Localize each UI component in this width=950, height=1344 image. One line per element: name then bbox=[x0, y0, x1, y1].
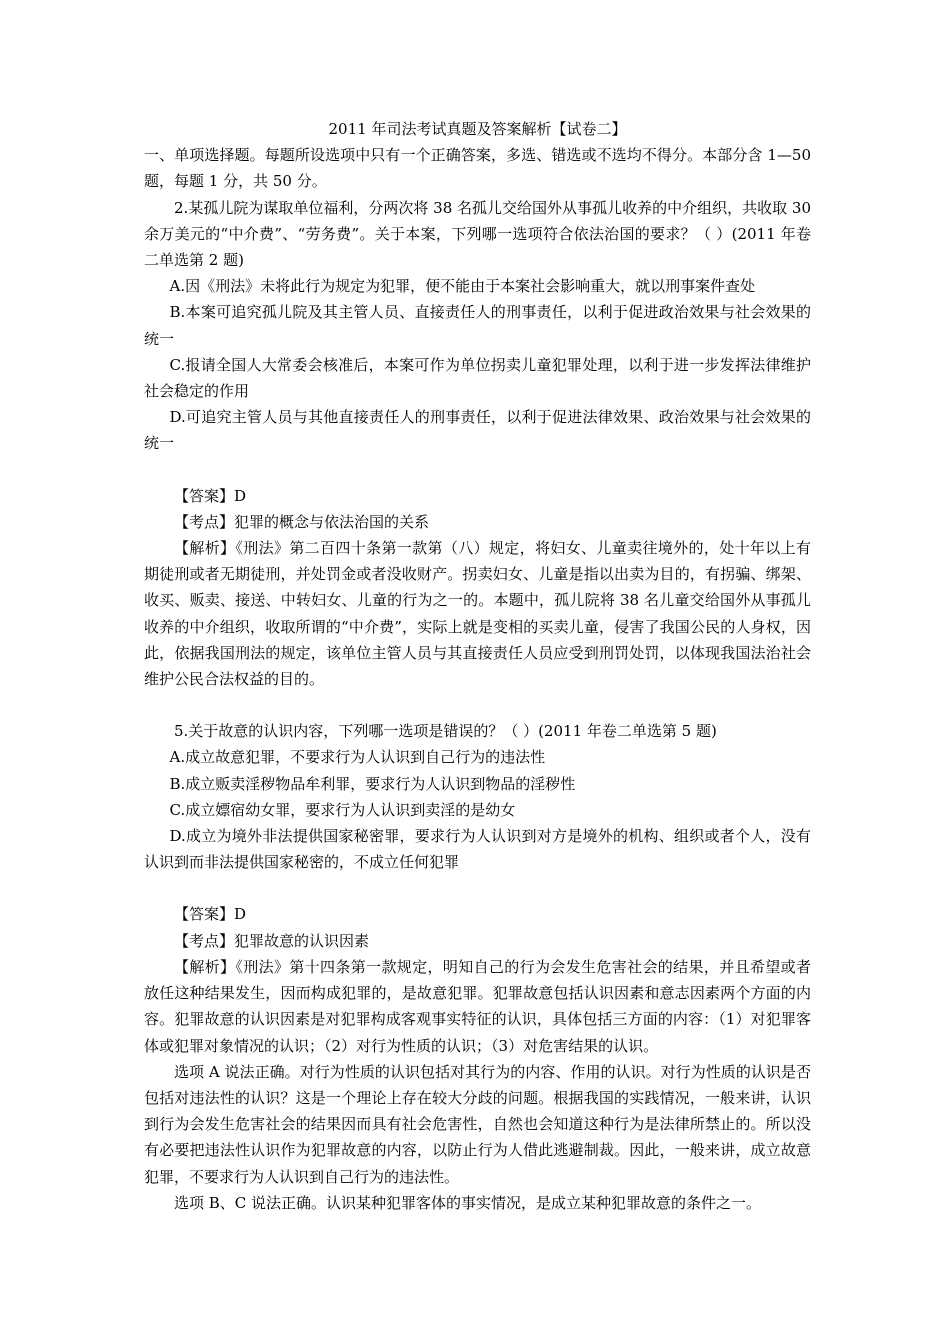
spacer bbox=[144, 457, 811, 483]
question-5-option-c: C.成立嫖宿幼女罪，要求行为人认识到卖淫的是幼女 bbox=[169, 800, 516, 819]
spacer bbox=[144, 692, 811, 718]
question-5-option-d: D.成立为境外非法提供国家秘密罪，要求行为人认识到对方是境外的机构、组织或者个人，没有认识到而非法提供国家秘密的，不成立任何犯罪 bbox=[144, 827, 811, 872]
document-page bbox=[144, 116, 811, 1216]
spacer bbox=[144, 875, 811, 901]
question-5-option-a: A.成立故意犯罪，不要求行为人认识到自己行为的违法性 bbox=[169, 748, 546, 767]
question-2-analysis: 【解析】《刑法》第二百四十条第一款第（八）规定，将妇女、儿童卖往境外的，处十年以上有期徒刑或者无期徒刑，并处罚金或者没收财产。拐卖妇女、儿童是指以出卖为目的，有拐骗、绑架、收买、贩卖、接送、中转妇女、儿童的行为之一的。本题中，孤儿院将 38 名儿童交给国外从事孤儿收养的中介组织，收取所谓的“中介费”，实际上就是变相的买卖儿童，侵害了我国公民的人身权，因此，依据我国刑法的规定，该单位主管人员与其直接责任人员应受到刑罚处罚，以体现我国法治社会维护公民合法权益的目的。 bbox=[144, 539, 811, 689]
question-2-option-d: D.可追究主管人员与其他直接责任人的刑事责任，以利于促进法律效果、政治效果与社会效果的统一 bbox=[144, 408, 811, 453]
question-2-stem: 2.某孤儿院为谋取单位福利，分两次将 38 名孤儿交给国外从事孤儿收养的中介组织，共收取 30 余万美元的“中介费”、“劳务费”。关于本案，下列哪一选项符合依法治国的要求？（ ）(2011 年卷二单选第 2 题) bbox=[144, 198, 811, 270]
question-2-option-c: C.报请全国人大常委会核准后，本案可作为单位拐卖儿童犯罪处理，以利于进一步发挥法律维护社会稳定的作用 bbox=[144, 355, 811, 401]
document-title: 2011 年司法考试真题及答案解析【试卷二】 bbox=[328, 120, 627, 138]
question-2-answer: 【答案】D bbox=[174, 486, 247, 505]
question-5-stem: 5.关于故意的认识内容，下列哪一选项是错误的？（ ）(2011 年卷二单选第 5 题) bbox=[174, 722, 717, 741]
question-2-option-b: B.本案可追究孤儿院及其主管人员、直接责任人的刑事责任，以利于促进政治效果与社会效果的统一 bbox=[144, 303, 811, 348]
question-5-answer: 【答案】D bbox=[174, 905, 247, 924]
question-2-option-a: A.因《刑法》未将此行为规定为犯罪，便不能由于本案社会影响重大，就以刑事案件查处 bbox=[169, 277, 756, 296]
question-5-option-b: B.成立贩卖淫秽物品牟利罪，要求行为人认识到物品的淫秽性 bbox=[169, 774, 576, 793]
question-5-analysis-3: 选项 B、C 说法正确。认识某种犯罪客体的事实情况，是成立某种犯罪故意的条件之一。 bbox=[174, 1193, 762, 1212]
question-5-point: 【考点】犯罪故意的认识因素 bbox=[174, 931, 370, 950]
question-5-analysis-1: 【解析】《刑法》第十四条第一款规定，明知自己的行为会发生危害社会的结果，并且希望或者放任这种结果发生，因而构成犯罪的，是故意犯罪。犯罪故意包括认识因素和意志因素两个方面的内容。犯罪故意的认识因素是对犯罪构成客观事实特征的认识，具体包括三方面的内容：（1）对犯罪客体或犯罪对象情况的认识；（2）对行为性质的认识；（3）对危害结果的认识。 bbox=[144, 957, 811, 1055]
question-2-point: 【考点】犯罪的概念与依法治国的关系 bbox=[174, 512, 430, 531]
section-heading: 一、单项选择题。每题所设选项中只有一个正确答案，多选、错选或不选均不得分。本部分含 1—50 题，每题 1 分，共 50 分。 bbox=[144, 146, 811, 191]
question-5-analysis-2: 选项 A 说法正确。对行为性质的认识包括对其行为的内容、作用的认识。对行为性质的认识是否包括对违法性的认识？这是一个理论上存在较大分歧的问题。根据我国的实践情况，一般来讲，认识到行为会发生危害社会的结果因而具有社会危害性，自然也会知道这种行为是法律所禁止的。所以没有必要把违法性认识作为犯罪故意的内容，以防止行为人借此逃避制裁。因此，一般来讲，成立故意犯罪，不要求行为人认识到自己行为的违法性。 bbox=[144, 1062, 811, 1186]
